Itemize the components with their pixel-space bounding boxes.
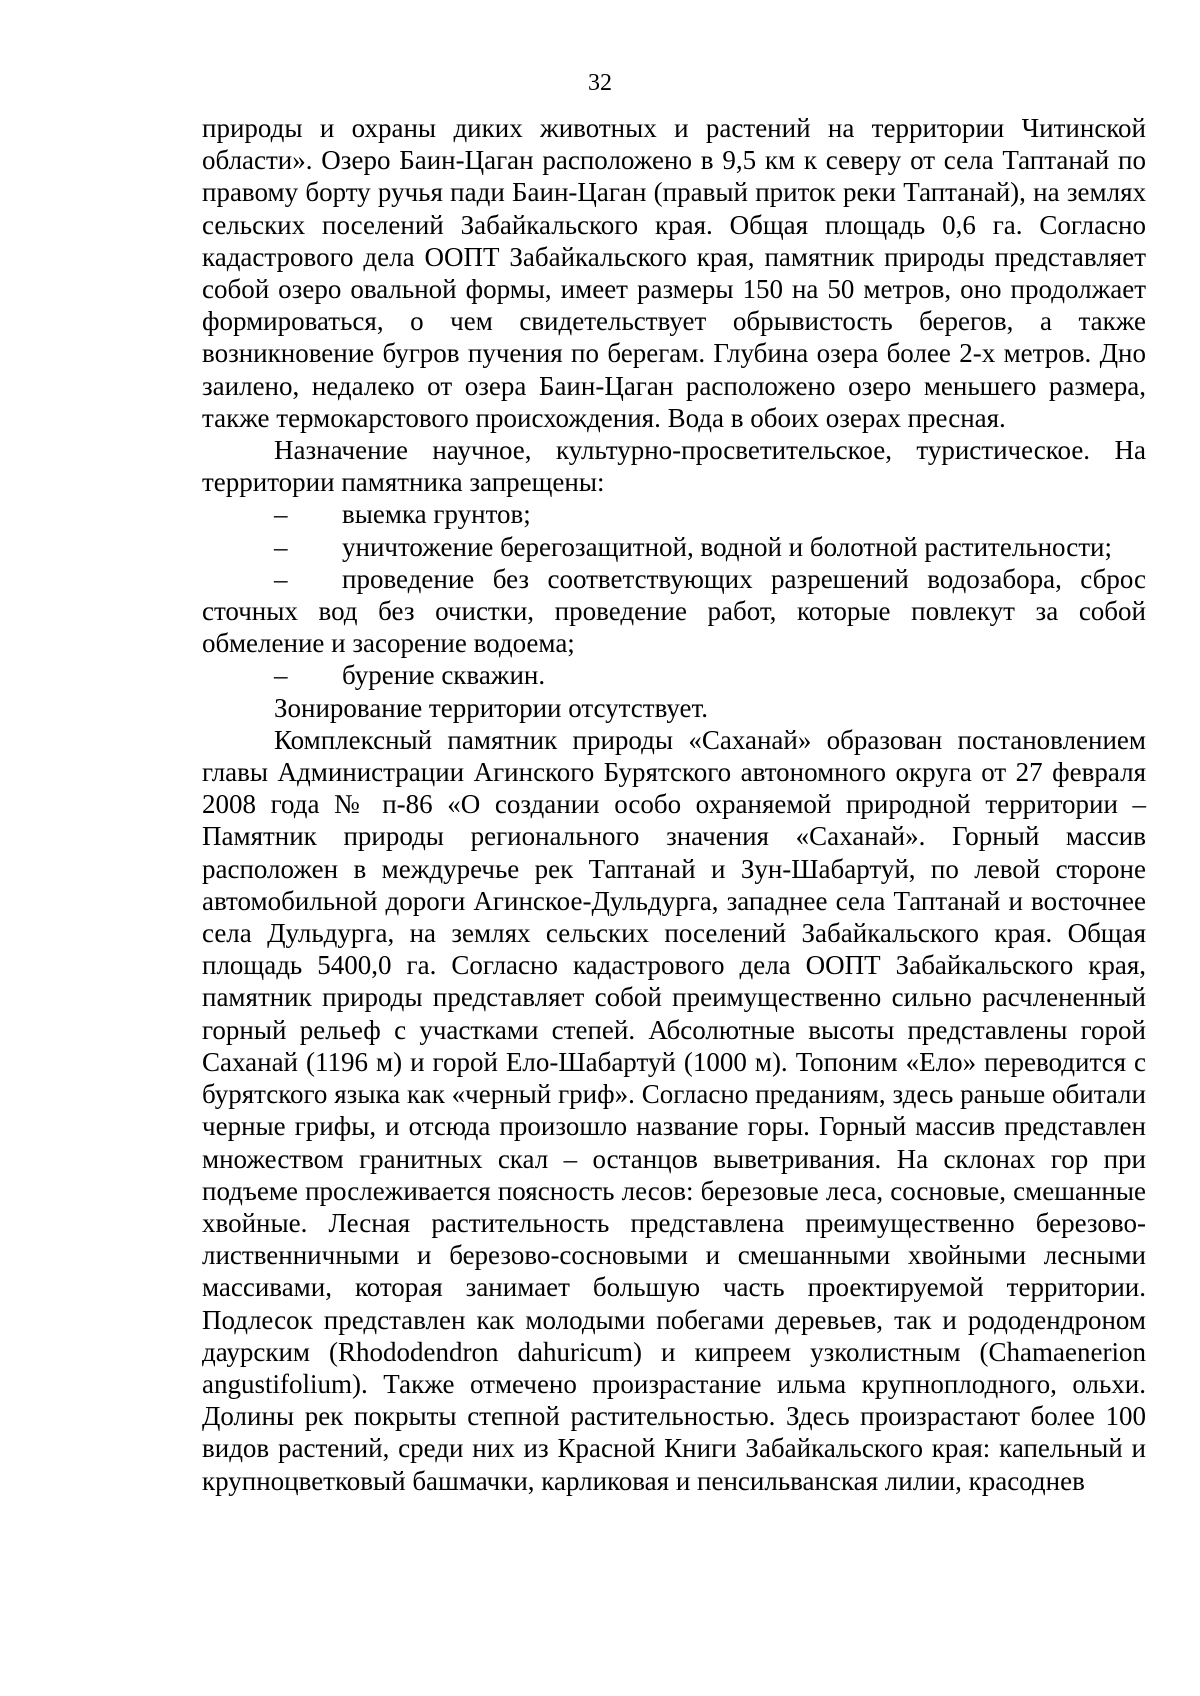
paragraph-bain-tsagan: природы и охраны диких животных и растений на территории Читинской области». Озеро Баин-Цаган расположено в 9,5 км к северу от села Таптанай по правому борту ручья пади Баин-Цаган (правый приток реки Таптанай), на землях сельских поселений Забайкальского края. Общая площадь 0,6 га. Согласно кадастрового дела ООПТ Забайкальского края, памятник природы представляет собой озеро овальной формы, имеет размеры 150 на 50 метров, оно продолжает формироваться, о чем свидетельствует обрывистость берегов, а также возникновение бугров пучения по берегам. Глубина озера более 2-х метров. Дно заилено, недалеко от озера Баин-Цаган расположено озеро меньшего размера, также термокарстового происхождения. Вода в обоих озерах пресная.	[202, 113, 1146, 433]
list-dash: –	[274, 660, 288, 691]
prohibition-item	[202, 659, 1146, 691]
prohibition-item	[202, 563, 1146, 660]
list-dash: –	[274, 563, 288, 594]
prohibition-item	[202, 531, 1146, 563]
page-number: 32	[588, 70, 612, 96]
document-body	[202, 112, 1146, 1497]
list-dash: –	[274, 499, 288, 530]
paragraph-purpose: Назначение научное, культурно-просветительское, туристическое. На территории памятника запрещены:	[202, 435, 1146, 498]
prohibition-text: выемка грунтов;	[342, 499, 531, 530]
prohibition-text: проведение без соответствующих разрешений водозабора, сброс сточных вод без очистки, проведение работ, которые повлекут за собой обмеление и засорение водоема;	[202, 563, 1146, 659]
paragraph-zoning: Зонирование территории отсутствует.	[274, 692, 709, 723]
prohibition-item	[202, 498, 1146, 530]
list-dash: –	[274, 531, 288, 562]
prohibition-text: бурение скважин.	[342, 660, 546, 691]
paragraph-sakhanai: Комплексный памятник природы «Саханай» образован постановлением главы Администрации Агинского Бурятского автономного округа от 27 февраля 2008 года № п-86 «О создании особо охраняемой природной территории – Памятник природы регионального значения «Саханай». Горный массив расположен в междуречье рек Таптанай и Зун-Шабартуй, по левой стороне автомобильной дороги Агинское-Дульдурга, западнее села Таптанай и восточнее села Дульдурга, на землях сельских поселений Забайкальского края. Общая площадь 5400,0 га. Согласно кадастрового дела ООПТ Забайкальского края, памятник природы представляет собой преимущественно сильно расчлененный горный рельеф с участками степей. Абсолютные высоты представлены горой Саханай (1196 м) и горой Ело-Шабартуй (1000 м). Топоним «Ело» переводится с бурятского языка как «черный гриф». Согласно преданиям, здесь раньше обитали черные грифы, и отсюда произошло название горы. Горный массив представлен множеством гранитных скал – останцов выветривания. На склонах гор при подъеме прослеживается поясность лесов: березовые леса, сосновые, смешанные хвойные. Лесная растительность представлена преимущественно березово-лиственничными и березово-сосновыми и смешанными хвойными лесными массивами, которая занимает большую часть проектируемой территории. Подлесок представлен как молодыми побегами деревьев, так и рододендроном даурским (Rhododendron dahuricum) и кипреем узколистным (Chamaenerion angustifolium). Также отмечено произрастание ильма крупноплодного, ольхи. Долины рек покрыты степной растительностью. Здесь произрастают более 100 видов растений, среди них из Красной Книги Забайкальского края: капельный и крупноцветковый башмачки, карликовая и пенсильванская лилии, красоднев	[202, 724, 1146, 1496]
prohibition-text: уничтожение берегозащитной, водной и болотной растительности;	[342, 531, 1112, 562]
